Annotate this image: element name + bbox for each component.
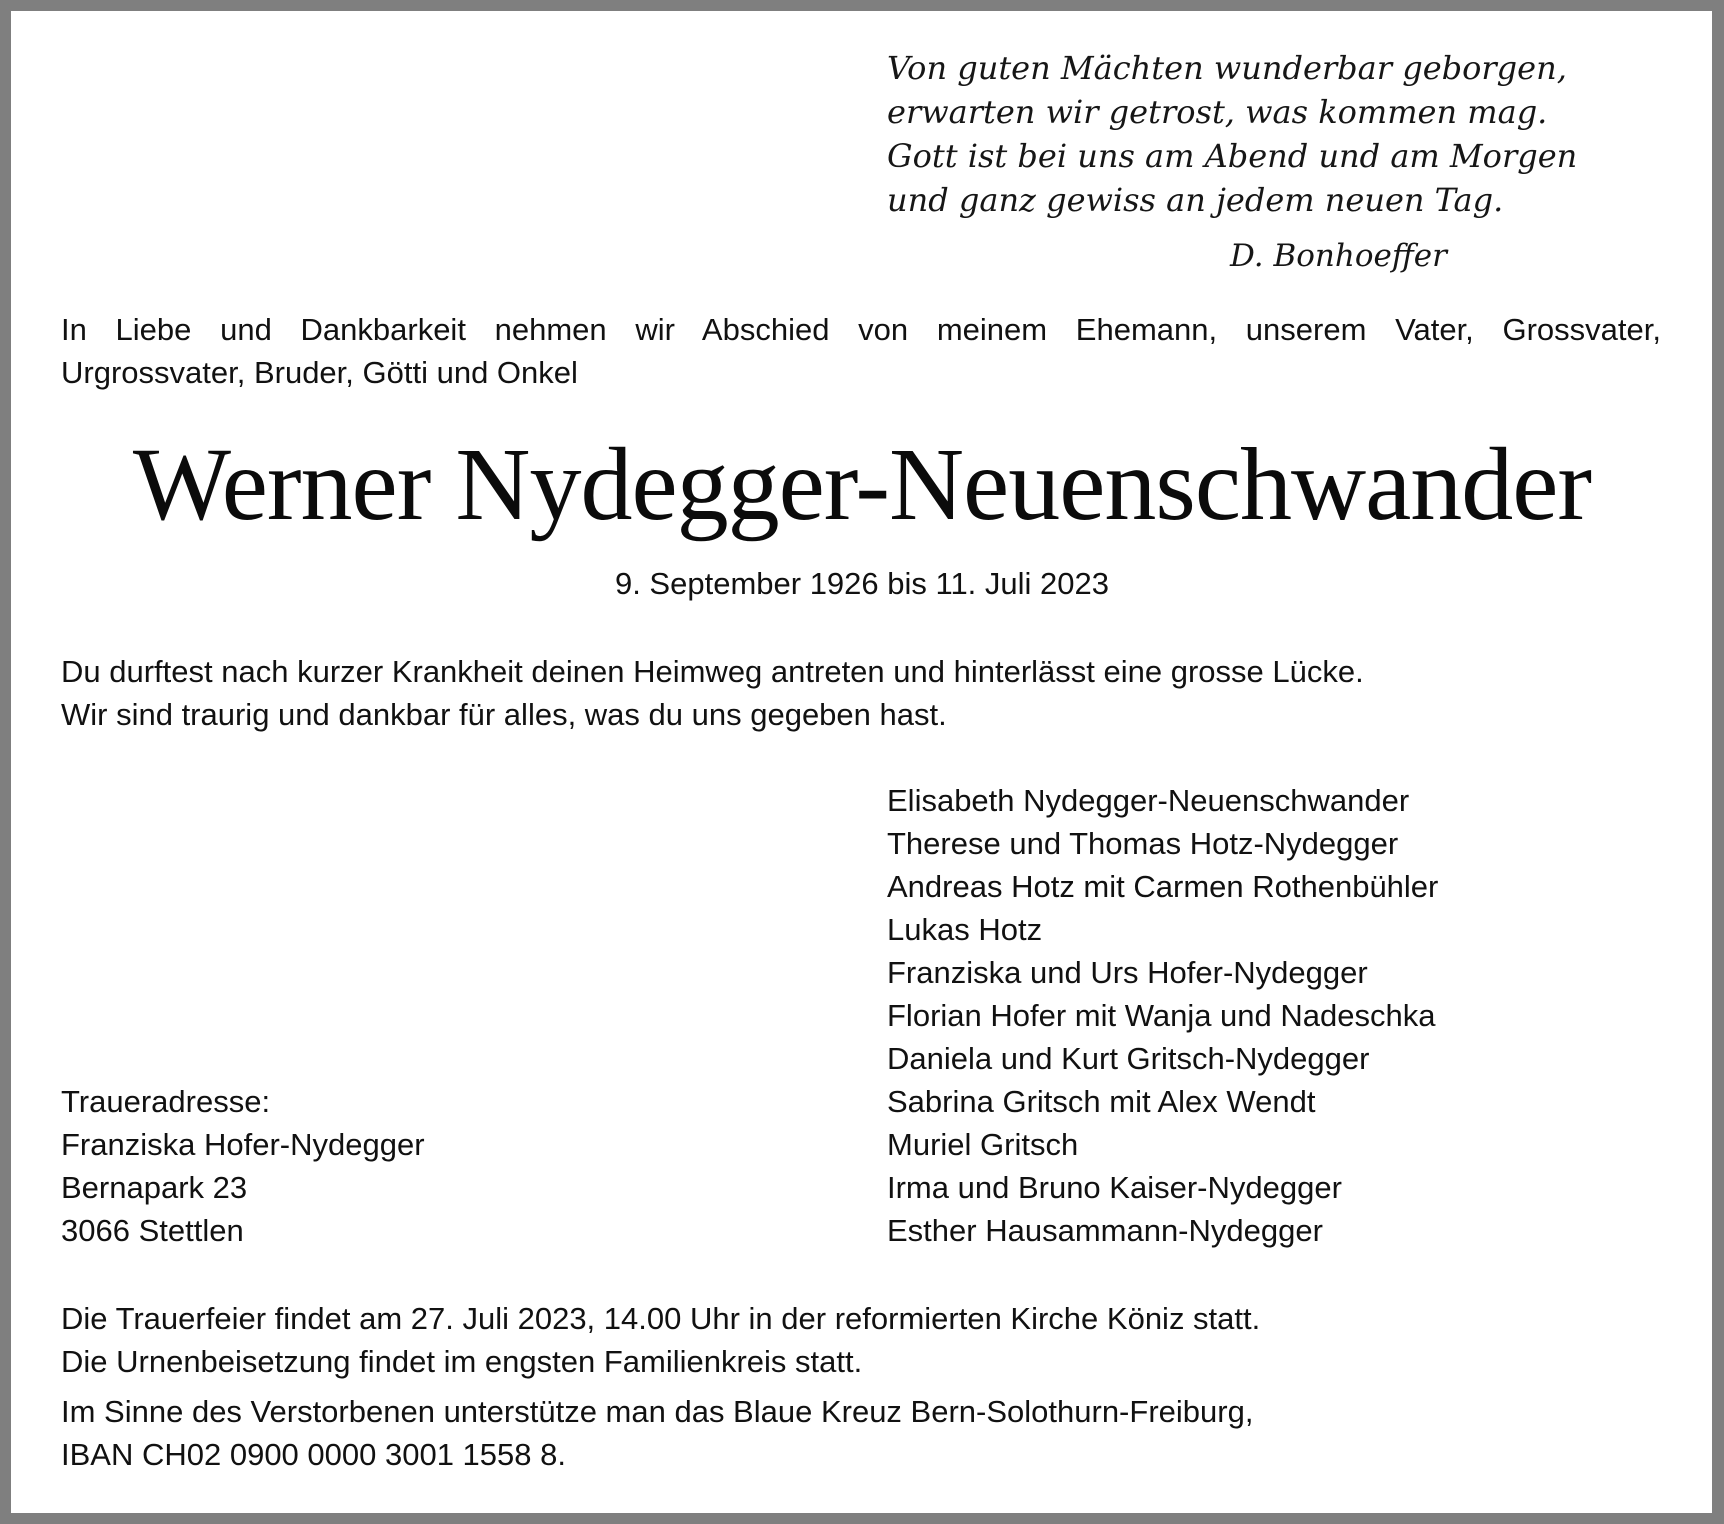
mourner-name: Therese und Thomas Hotz-Nydegger — [887, 826, 1399, 861]
poem-line: Gott ist bei uns am Abend und am Morgen — [887, 137, 1578, 175]
intro-line-1: In Liebe und Dankbarkeit nehmen wir Abschied von meinem Ehemann, unserem Vater, Grossvater, — [61, 312, 1661, 347]
poem-line: und ganz gewiss an jedem neuen Tag. — [887, 181, 1504, 219]
address-line: Bernapark 23 — [61, 1170, 248, 1205]
farewell-message — [61, 650, 1681, 736]
message-line: Du durftest nach kurzer Krankheit deinen Heimweg antreten und hinterlässt eine grosse Lücke. — [61, 654, 1364, 689]
intro-line-2: Urgrossvater, Bruder, Götti und Onkel — [61, 355, 578, 390]
mourner-name: Florian Hofer mit Wanja und Nadeschka — [887, 998, 1436, 1033]
donation-line: Im Sinne des Verstorbenen unterstütze man das Blaue Kreuz Bern-Solothurn-Freiburg, — [61, 1394, 1254, 1429]
service-line: Die Urnenbeisetzung findet im engsten Familienkreis statt. — [61, 1344, 863, 1379]
mourner-name: Esther Hausammann-Nydegger — [887, 1213, 1323, 1248]
mourners-list — [887, 779, 1667, 1252]
mourner-name: Elisabeth Nydegger-Neuenschwander — [887, 783, 1410, 818]
address-label: Traueradresse: — [61, 1084, 271, 1119]
mourner-name: Franziska und Urs Hofer-Nydegger — [887, 955, 1368, 990]
message-line: Wir sind traurig und dankbar für alles, was du uns gegeben hast. — [61, 697, 947, 732]
donation-iban: IBAN CH02 0900 0000 3001 1558 8. — [61, 1437, 566, 1472]
address-line: Franziska Hofer-Nydegger — [61, 1127, 425, 1162]
intro-text — [61, 308, 1661, 394]
poem-line: Von guten Mächten wunderbar geborgen, — [887, 49, 1567, 87]
poem-quote — [887, 46, 1647, 222]
mourner-name: Sabrina Gritsch mit Alex Wendt — [887, 1084, 1316, 1119]
life-dates: 9. September 1926 bis 11. Juli 2023 — [614, 566, 1110, 601]
funeral-service-info — [61, 1297, 1681, 1383]
deceased-name: Werner Nydegger-Neuenschwander — [132, 427, 1592, 542]
mourner-name: Andreas Hotz mit Carmen Rothenbühler — [887, 869, 1439, 904]
mourner-name: Daniela und Kurt Gritsch-Nydegger — [887, 1041, 1370, 1076]
poem-author: D. Bonhoeffer — [1230, 238, 1447, 274]
obituary-page — [11, 11, 1712, 1513]
address-line: 3066 Stettlen — [61, 1213, 244, 1248]
service-line: Die Trauerfeier findet am 27. Juli 2023, 14.00 Uhr in der reformierten Kirche Köniz statt. — [61, 1301, 1261, 1336]
mourner-name: Muriel Gritsch — [887, 1127, 1079, 1162]
mourner-name: Irma und Bruno Kaiser-Nydegger — [887, 1170, 1342, 1205]
mourning-address — [61, 1080, 761, 1252]
mourner-name: Lukas Hotz — [887, 912, 1043, 947]
poem-line: erwarten wir getrost, was kommen mag. — [887, 93, 1548, 131]
donation-info — [61, 1390, 1681, 1476]
